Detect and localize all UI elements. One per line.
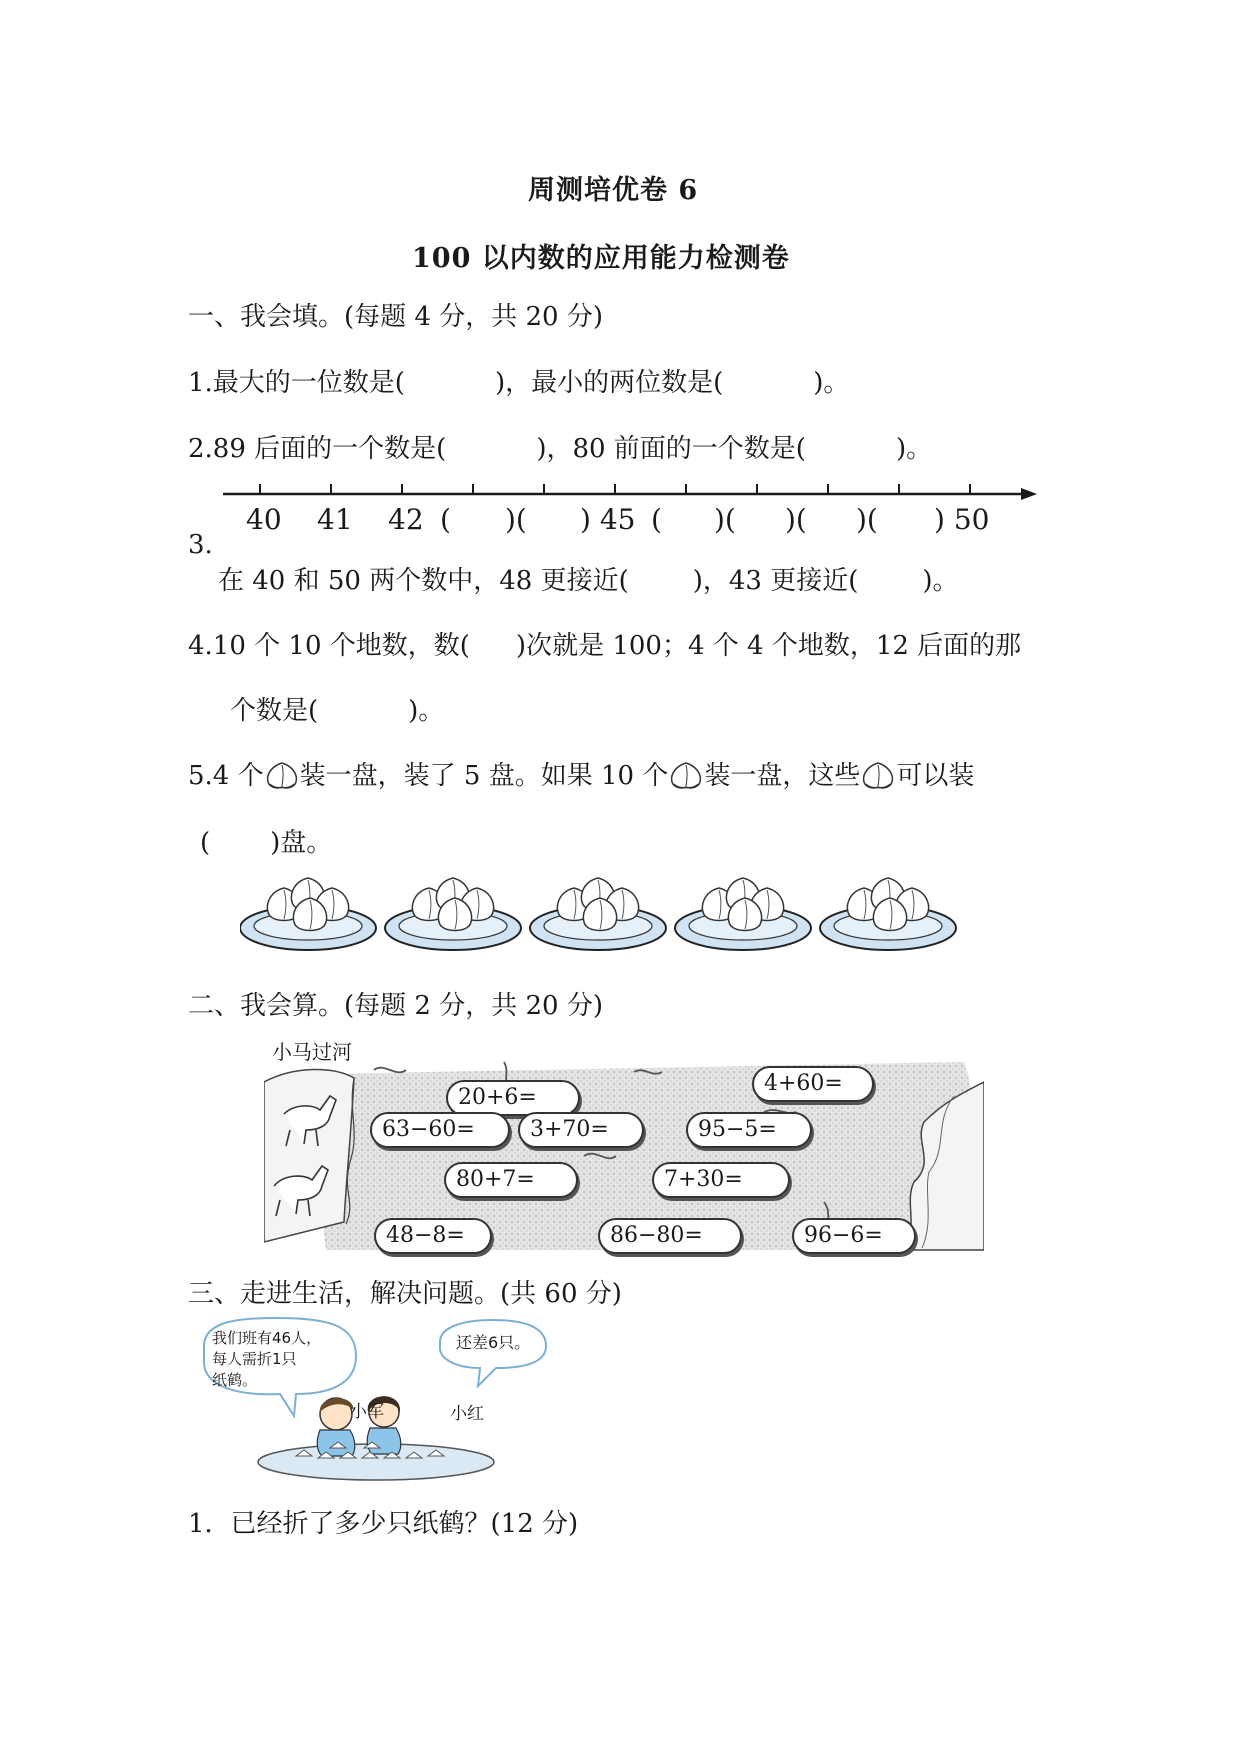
word-problem-1: 1．已经折了多少只纸鹤？(12 分) <box>188 1509 579 1539</box>
question-5-line2: ( )盘。 <box>200 828 333 858</box>
peach-plate <box>820 878 956 950</box>
question-4-line1: 4.10 个 10 个地数，数( )次就是 100；4 个 4 个地数，12 后面的那 <box>188 631 1022 661</box>
tick-label: ) 50 <box>934 503 990 536</box>
equation-stone[interactable]: 20+6= <box>446 1080 580 1116</box>
peach-icon <box>860 760 896 790</box>
question-5-line1: 5.4 个 装一盘，装了 5 盘。如果 10 个 装一盘，这些 可以装 <box>188 761 975 791</box>
question-2: 2.89 后面的一个数是( )，80 前面的一个数是( )。 <box>188 434 933 464</box>
equation-stone[interactable]: 4+60= <box>752 1066 874 1102</box>
equation-stone[interactable]: 3+70= <box>518 1112 644 1148</box>
question-4-line2: 个数是( )。 <box>230 696 445 726</box>
name-label-girl: 小红 <box>450 1404 484 1424</box>
peach-plate <box>385 878 521 950</box>
equation-stone[interactable]: 63−60= <box>370 1112 510 1148</box>
tick-blank[interactable]: ( <box>651 503 662 536</box>
peach-icon <box>668 760 704 790</box>
peach-plate <box>240 878 376 950</box>
tick-blank[interactable]: )( <box>505 503 527 536</box>
speech-bubble-right: 还差6只。 <box>456 1333 531 1352</box>
page-title: 周测培优卷 6 <box>528 175 699 206</box>
equation-stone[interactable]: 96−6= <box>792 1218 916 1254</box>
section2-heading: 二、我会算。(每题 2 分，共 20 分) <box>188 991 603 1021</box>
tick-label: 41 <box>317 503 353 536</box>
equation-stone[interactable]: 80+7= <box>444 1162 578 1198</box>
question-1: 1.最大的一位数是( )，最小的两位数是( )。 <box>188 368 850 398</box>
name-label-boy: 小军 <box>350 1402 384 1422</box>
peach-icon <box>264 760 300 790</box>
tick-blank[interactable]: )( <box>856 503 878 536</box>
speech-bubble-left: 我们班有46人， 每人需折1只 纸鹤。 <box>212 1329 322 1389</box>
peach-plate <box>675 878 811 950</box>
tick-label: 40 <box>246 503 282 536</box>
equation-stone[interactable]: 48−8= <box>374 1218 492 1254</box>
question-3-number: 3. <box>188 530 213 560</box>
tick-label: 42 <box>388 503 424 536</box>
picture-title: 小马过河 <box>272 1040 352 1064</box>
section3-heading: 三、走进生活，解决问题。(共 60 分) <box>188 1279 622 1309</box>
question-3-text: 在 40 和 50 两个数中，48 更接近( )，43 更接近( )。 <box>218 566 959 596</box>
tick-label: ) 45 <box>580 503 636 536</box>
tick-blank[interactable]: ( <box>440 503 451 536</box>
section1-heading: 一、我会填。(每题 4 分，共 20 分) <box>188 302 603 332</box>
equation-stone[interactable]: 7+30= <box>652 1162 790 1198</box>
equation-stone[interactable]: 95−5= <box>686 1112 812 1148</box>
peach-plate <box>530 878 666 950</box>
tick-blank[interactable]: )( <box>714 503 736 536</box>
tick-blank[interactable]: )( <box>785 503 807 536</box>
page-subtitle: 100 以内数的应用能力检测卷 <box>412 243 790 274</box>
peach-plates-illustration <box>240 868 970 958</box>
equation-stone[interactable]: 86−80= <box>598 1218 742 1254</box>
